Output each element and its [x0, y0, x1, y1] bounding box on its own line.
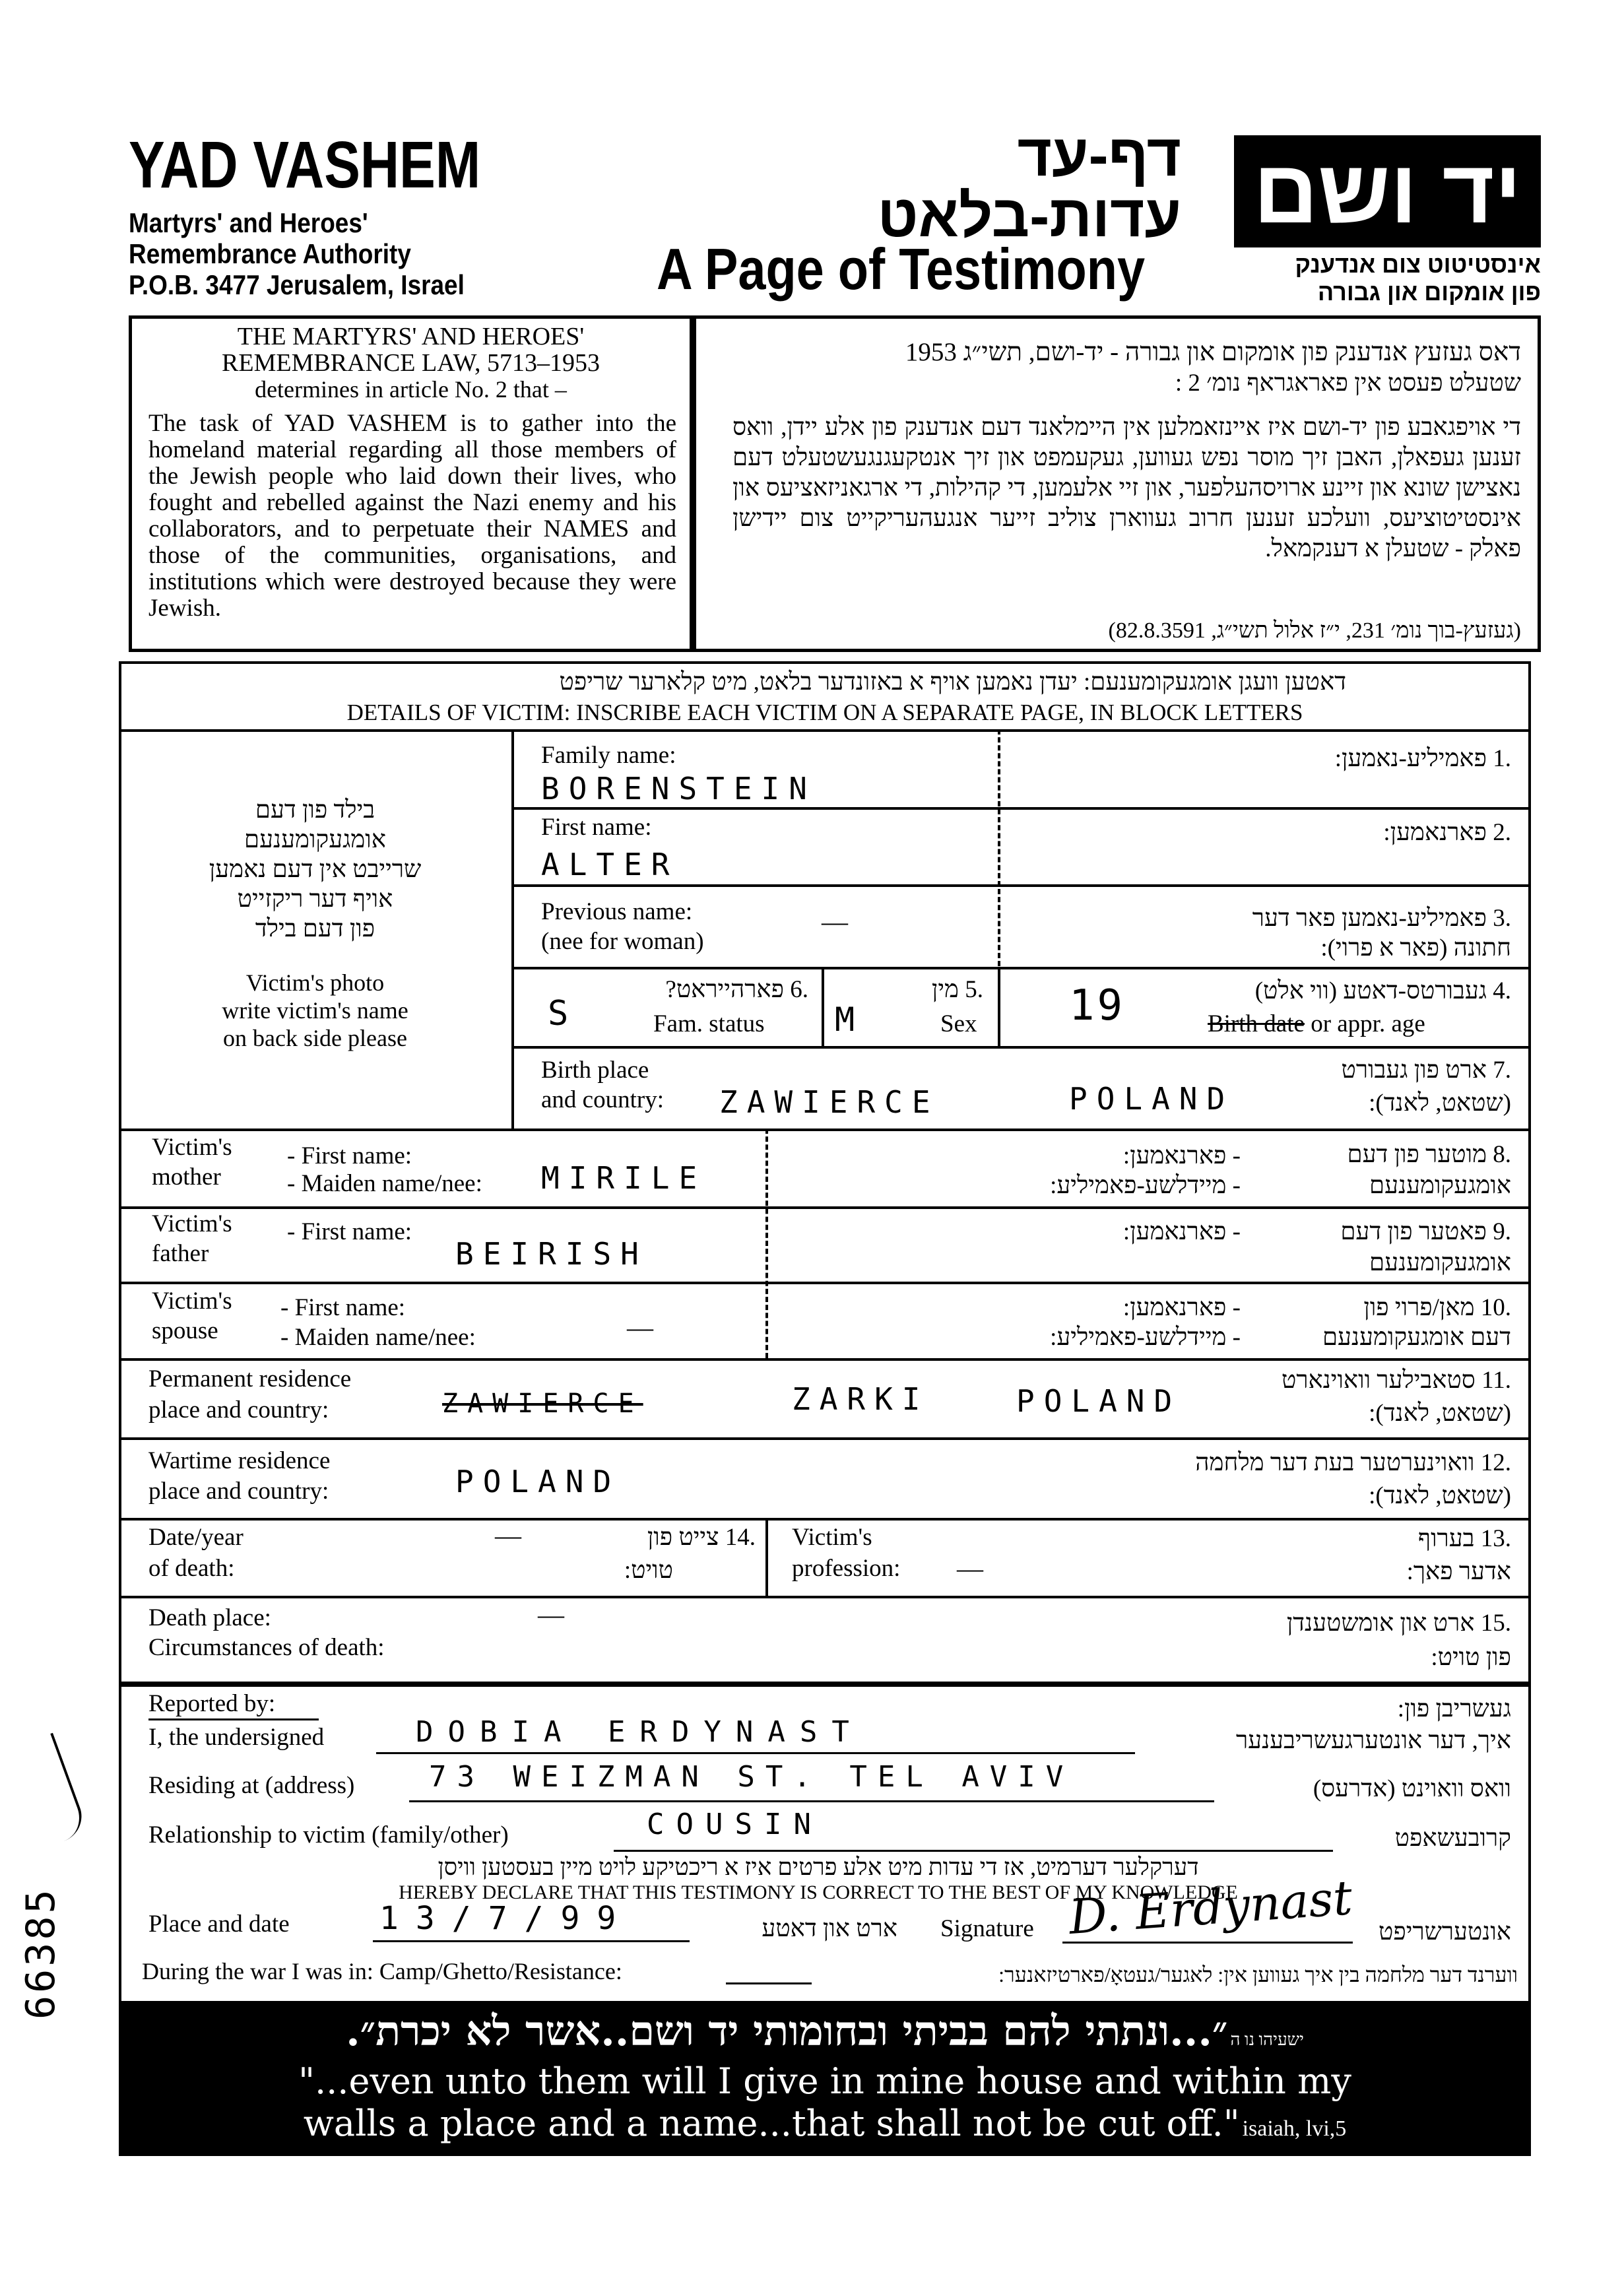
declaration: HEREBY DECLARE THAT THIS TESTIMONY IS CORRECT TO THE BEST OF MY KNOWLEDGE	[399, 1881, 1238, 1903]
heb-law-heading-1: דאס געזעץ אנדענק פון אומקום און גבורה - יד-ושם, תשי״ג 1953	[905, 338, 1521, 366]
sex-heb: .5 מין	[931, 976, 983, 1003]
logo-subtitle-1: אינסטיטוט צום אנדענק	[1295, 251, 1541, 278]
relationship-value[interactable]: COUSIN	[647, 1808, 823, 1841]
org-line-3: P.O.B. 3477 Jerusalem, Israel	[129, 269, 465, 300]
father-heb-title-2: אומגעקומענעם	[1369, 1249, 1511, 1276]
photo-heb-2: אומגעקומענעם	[244, 826, 386, 853]
appr-age-label: or appr. age	[1304, 1010, 1425, 1037]
place-date-label: Place and date	[148, 1911, 290, 1938]
org-line-2: Remembrance Authority	[129, 238, 411, 269]
footer-ref: isaiah, lvi,5	[1242, 2116, 1347, 2141]
mother-title-2: mother	[152, 1163, 221, 1191]
birth-country-label: and country:	[541, 1086, 664, 1113]
spouse-heb-maiden: - מיידלשע-פאמיליע:	[1050, 1324, 1241, 1351]
spouse-title-1: Victim's	[152, 1288, 232, 1315]
org-line-1: Martyrs' and Heroes'	[129, 207, 368, 238]
relationship-label: Relationship to victim (family/other)	[148, 1821, 509, 1848]
previous-name-value[interactable]: —	[822, 907, 848, 936]
spouse-heb-title-2: דעם אומגעקומענעם	[1322, 1324, 1511, 1351]
fam-status-heb: .6 פארהייראט?	[665, 976, 808, 1003]
first-name-value[interactable]: ALTER	[541, 847, 679, 882]
hebrew-title-2: עדות-בלאט	[877, 183, 1181, 249]
spouse-value[interactable]: —	[627, 1313, 653, 1342]
photo-line-1: Victim's photo	[245, 969, 385, 996]
photo-line-2: write victim's name	[222, 997, 408, 1024]
relationship-heb: קרובעשאפט	[1394, 1825, 1511, 1852]
law-heading-1: THE MARTYRS' AND HEROES'	[237, 323, 585, 350]
signature-label: Signature	[940, 1915, 1034, 1942]
birth-date-struck: Birth date	[1208, 1010, 1305, 1037]
permanent-residence-struck[interactable]: ZAWIERCE	[442, 1389, 643, 1419]
photo-heb-4: אויף דער ריקזייט	[237, 886, 393, 913]
address-value[interactable]: 73 WEIZMAN ST. TEL AVIV	[429, 1760, 1074, 1794]
birth-place-value[interactable]: ZAWIERCE	[719, 1084, 940, 1120]
father-first-label: - First name:	[287, 1218, 412, 1245]
address-heb: וואס וואוינט (אדרעס)	[1313, 1775, 1511, 1802]
hebrew-title-1: דף-עד	[1017, 123, 1181, 189]
law-body: The task of YAD VASHEM is to gather into the homeland material regarding all those members of the Jewish people who laid down their lives, who fought and rebelled against the Nazi enemy and his collaborators, and to perpetuate their NAMES and those of the communities, organisations, and institutions which were destroyed because they were Jewish.	[148, 410, 676, 622]
mother-first-label: - First name:	[287, 1142, 412, 1169]
first-name-label: First name:	[541, 814, 652, 841]
permanent-residence-label-2: place and country:	[148, 1396, 329, 1423]
birth-place-heb-2: (שטאט, לאנד):	[1369, 1090, 1511, 1117]
undersigned-value[interactable]: DOBIA ERDYNAST	[416, 1715, 864, 1749]
death-place-heb-1: .15 ארט און אומשטענדן	[1286, 1610, 1511, 1637]
wartime-residence-value[interactable]: POLAND	[455, 1464, 621, 1499]
page-title: A Page of Testimony	[657, 236, 1146, 302]
death-date-value[interactable]: —	[495, 1521, 521, 1550]
first-name-heb: .2 פארנאמען:	[1383, 819, 1511, 846]
margin-bracket	[19, 1733, 88, 1845]
sex-label: Sex	[940, 1010, 977, 1037]
permanent-residence-heb-2: (שטאט, לאנד):	[1369, 1400, 1511, 1427]
mother-heb-title-1: .8 מוטער פון דעם	[1347, 1141, 1511, 1168]
father-title-2: father	[152, 1240, 209, 1267]
footer-heb-ref: ישעיהו נו ה	[1230, 2030, 1304, 2049]
spouse-heb-title-1: .10 מאן/פרוי פון	[1363, 1294, 1511, 1321]
death-date-label: Date/year	[148, 1524, 244, 1551]
declaration-heb: דערקלער דערמיט, אז די עדות מיט אלע פרטים איז א ריכטיקע לויט מיין בעסטען וויסן	[438, 1854, 1199, 1880]
permanent-residence-label: Permanent residence	[148, 1365, 352, 1392]
death-date-heb-2: טויט:	[624, 1557, 673, 1584]
profession-value[interactable]: —	[957, 1554, 983, 1583]
wartime-residence-label-2: place and country:	[148, 1478, 329, 1505]
previous-name-heb-2: חתונה (פאר א פרוי):	[1320, 934, 1511, 962]
previous-name-heb-1: .3 פאמיליע-נאמען פאר דער	[1252, 905, 1511, 932]
mother-value[interactable]: MIRILE	[541, 1160, 707, 1196]
signature-heb: אונטערשריפט	[1379, 1918, 1511, 1946]
father-heb-title-1: .9 פאטער פון דעם	[1340, 1218, 1511, 1245]
heb-law-footer: (געזעץ-בוך נומ׳ 231, י״ז אלול תשי״ג, 82.8.3591)	[1108, 618, 1521, 643]
fam-status-value[interactable]: S	[548, 994, 578, 1033]
mother-heb-title-2: אומגעקומענעם	[1369, 1172, 1511, 1199]
details-heading: DETAILS OF VICTIM: INSCRIBE EACH VICTIM ON A SEPARATE PAGE, IN BLOCK LETTERS	[346, 700, 1303, 725]
heb-law-body: די אויפגאבע פון יד-ושם איז איינזאמלען אין היימלאנד דעם אנדענק פון אלע יידן, וואס זענען געפאלן, האבן זיך מוסר נפש געווען, געקעמפט און זיך אנטקעגנגעשטעלט דעם נאצישן שונא און זיינע ארויסהעלפער, און זיי אלעמען, די קהילות, די ארגאניזאציעס און אינסטיטוציעס, וועלכע זענען חרוב געווארן צוליב זייער אנגעהעריקייט צום יידישן פאלק - שטעלן א דענקמאל.	[732, 414, 1521, 562]
spouse-title-2: spouse	[152, 1317, 218, 1344]
age-label	[1208, 1010, 1425, 1039]
previous-name-label: Previous name:	[541, 898, 693, 925]
permanent-residence-place[interactable]: ZARKI	[792, 1381, 930, 1417]
reported-by-heading: Reported by:	[148, 1690, 276, 1717]
family-name-label: Family name:	[541, 742, 676, 769]
birth-place-heb-1: .7 ארט פון געבורט	[1341, 1057, 1511, 1084]
footer-quote-2-text: walls a place and a name...that shall not be cut off."	[303, 2103, 1240, 2144]
profession-label-2: profession:	[792, 1555, 901, 1582]
permanent-residence-heb-1: .11 סטאבילער וואוינארט	[1281, 1367, 1511, 1394]
undersigned-heb: איך, דער אונטערגעשריבענער	[1235, 1727, 1511, 1754]
father-title-1: Victim's	[152, 1210, 232, 1237]
war-location-heb: ווערנד דער מלחמה בין איך געווען אין: לאגער/געטאָ/פארטיזאנער:	[998, 1963, 1518, 1986]
heb-law-heading-2: שטעלט פעסט אין פאראגראף נומ׳ 2 :	[1175, 370, 1521, 397]
wartime-residence-heb-1: .12 וואוינערטער בעת דער מלחמה	[1195, 1449, 1511, 1476]
footer-heb-quote	[119, 2008, 1531, 2055]
father-value[interactable]: BEIRISH	[455, 1236, 648, 1272]
family-name-value[interactable]: BORENSTEIN	[541, 771, 816, 806]
logo-subtitle-2: פון אומקום און גבורה	[1317, 278, 1541, 306]
photo-heb-5: פון דעם בילד	[255, 915, 375, 942]
signature-value[interactable]: D. Erdynast	[1067, 1870, 1354, 1945]
photo-heb-1: בילד פון דעם	[255, 797, 375, 824]
wartime-residence-heb-2: (שטאט, לאנד):	[1369, 1482, 1511, 1509]
family-name-heb: .1 פאמיליע-נאמען:	[1334, 745, 1511, 772]
sex-value[interactable]: M	[835, 1000, 864, 1039]
death-place-label: Death place:	[148, 1604, 271, 1631]
birth-place-label: Birth place	[541, 1057, 649, 1084]
footer-quote-1: "...even unto them will I give in mine house and within my	[298, 2060, 1351, 2102]
death-circumstances-label: Circumstances of death:	[148, 1634, 385, 1661]
war-location-label: During the war I was in: Camp/Ghetto/Resistance:	[142, 1958, 622, 1984]
profession-heb-1: .13 בערוף	[1417, 1525, 1511, 1552]
details-heading-hebrew: דאטען וועגן אומגעקומענעם: יעדן נאמען אויף א באזונדער בלאט, מיט קלארער שריפט	[559, 669, 1346, 696]
mother-heb-maiden: - מיידלשע-פאמיליע:	[1050, 1172, 1241, 1199]
law-heading-3: determines in article No. 2 that –	[255, 376, 567, 403]
org-title: YAD VASHEM	[129, 128, 481, 202]
spouse-maiden-label: - Maiden name/nee:	[280, 1324, 476, 1351]
photo-line-3: on back side please	[223, 1025, 407, 1051]
father-heb-first: - פארנאמען:	[1122, 1218, 1241, 1245]
wartime-residence-label: Wartime residence	[148, 1447, 331, 1474]
mother-title-1: Victim's	[152, 1134, 232, 1161]
fam-status-label: Fam. status	[653, 1010, 765, 1037]
permanent-residence-country[interactable]: POLAND	[1016, 1383, 1182, 1419]
address-label: Residing at (address)	[148, 1772, 355, 1799]
undersigned-label: I, the undersigned	[148, 1724, 325, 1751]
law-heading-2: REMEMBRANCE LAW, 5713–1953	[222, 349, 600, 377]
profession-label: Victim's	[792, 1524, 872, 1551]
mother-maiden-label: - Maiden name/nee:	[287, 1170, 482, 1197]
spouse-heb-first: - פארנאמען:	[1122, 1294, 1241, 1321]
footer-heb-quote-text: ״...ונתתי להם בביתי ובחומותי יד ושם..אשר לא יכרת״.	[346, 2007, 1228, 2055]
death-place-value[interactable]: —	[538, 1600, 564, 1629]
profession-heb-2: אדער פאך:	[1406, 1558, 1511, 1585]
photo-heb-3: שרייבט אין דעם נאמען	[209, 856, 422, 883]
footer-quote-2	[119, 2103, 1531, 2145]
margin-note: 66385	[18, 1887, 64, 2019]
previous-name-label-2: (nee for woman)	[541, 928, 704, 955]
mother-heb-first: - פארנאמען:	[1122, 1142, 1241, 1169]
place-date-heb: ארט און דאטע	[762, 1915, 897, 1942]
yad-vashem-logo: יד ושם	[1234, 135, 1541, 247]
spouse-first-label: - First name:	[280, 1294, 406, 1321]
death-place-heb-2: פון טויט:	[1431, 1644, 1511, 1671]
age-value[interactable]: 19	[1069, 981, 1126, 1030]
death-date-label-2: of death:	[148, 1555, 235, 1582]
death-date-heb-1: .14 צייט פון	[647, 1524, 756, 1551]
place-date-value[interactable]: 13/7/99	[379, 1900, 633, 1937]
birth-country-value[interactable]: POLAND	[1069, 1081, 1235, 1117]
age-heb: .4 געבורטס-דאטע (ווי אלט)	[1254, 977, 1511, 1004]
reported-by-heading-heb: געשריבן פון:	[1397, 1695, 1511, 1722]
